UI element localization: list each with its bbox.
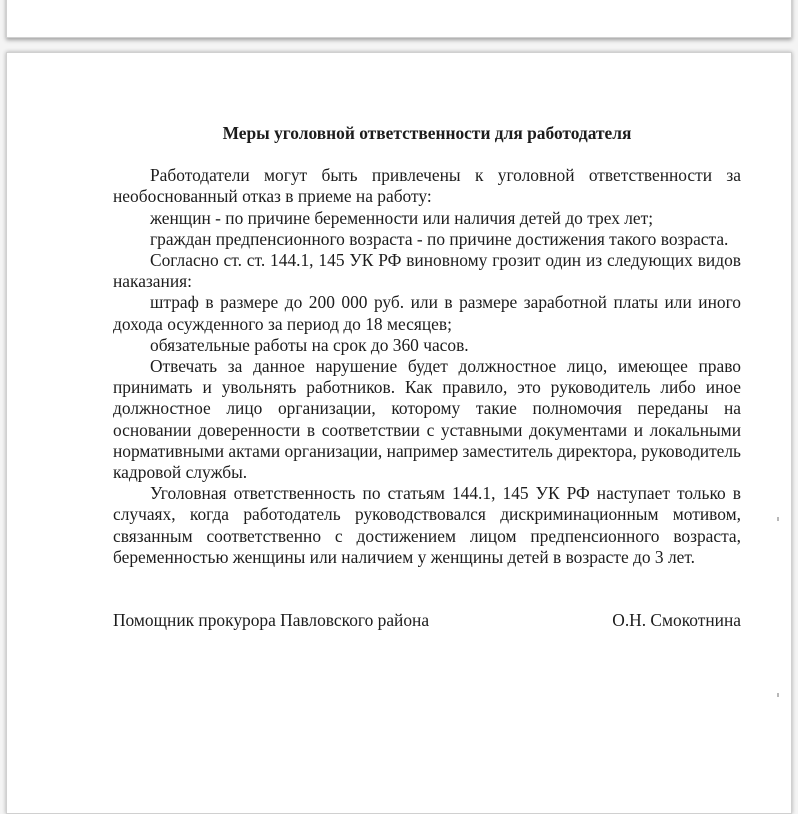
paragraph: Работодатели могут быть привлечены к уголовной ответственности за необоснованный отказ в приеме на работу: xyxy=(113,165,741,207)
document-body xyxy=(113,123,741,631)
scan-artifact xyxy=(777,517,779,521)
paragraph: женщин - по причине беременности или наличия детей до трех лет; xyxy=(150,207,654,228)
document-title: Меры уголовной ответственности для работодателя xyxy=(222,123,632,143)
signature-position: Помощник прокурора Павловского района xyxy=(113,610,430,631)
scan-artifact xyxy=(777,693,779,697)
signature-block xyxy=(113,610,741,631)
signature-name: О.Н. Смокотнина xyxy=(612,610,741,631)
paragraph: штраф в размере до 200 000 руб. или в размере заработной платы или иного дохода осужденного за период до 18 месяцев; xyxy=(113,292,741,334)
document-page xyxy=(6,52,792,814)
paragraph: Отвечать за данное нарушение будет должностное лицо, имеющее право принимать и увольнять работников. Как правило, это руководитель либо иное должностное лицо организации, которому такие полномочия переданы на основании доверенности в соответствии с уставными документами и локальными нормативными актами организации, например заместитель директора, руководитель кадровой службы. xyxy=(113,356,741,483)
paragraph: Уголовная ответственность по статьям 144.1, 145 УК РФ наступает только в случаях, когда работодатель руководствовался дискриминационным мотивом, связанным соответственно с достижением лицом предпенсионного возраста, беременностью женщины или наличием у женщины детей в возрасте до 3 лет. xyxy=(113,483,741,567)
paragraph: граждан предпенсионного возраста - по причине достижения такого возраста. xyxy=(150,228,729,249)
paragraph: обязательные работы на срок до 360 часов. xyxy=(150,334,469,355)
paragraph: Согласно ст. ст. 144.1, 145 УК РФ виновному грозит один из следующих видов наказания: xyxy=(113,250,741,292)
previous-page xyxy=(6,0,792,38)
